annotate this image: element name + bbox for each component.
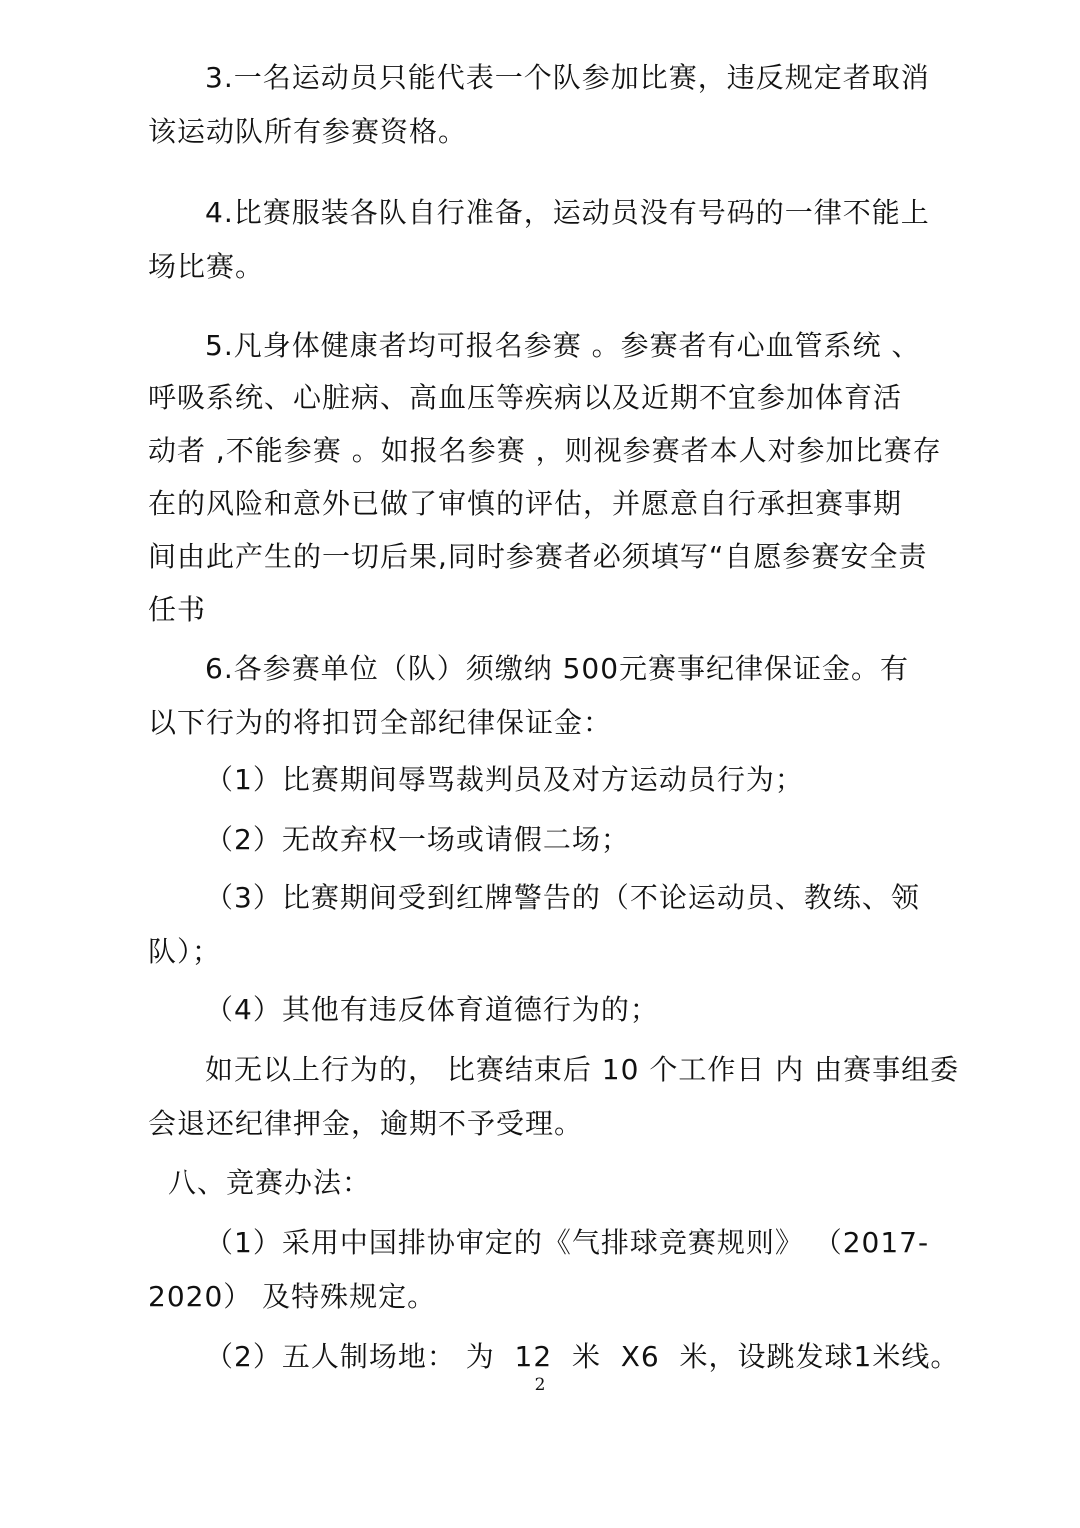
rule-5-line-6: 任书: [148, 593, 207, 626]
rule-3-line-1: 3.一名运动员只能代表一个队参加比赛，违反规定者取消: [205, 61, 930, 94]
rule-5-line-4: 在的风险和意外已做了审慎的评估，并愿意自行承担赛事期: [148, 487, 903, 520]
penalty-item-3-line-2: 队）；: [148, 935, 222, 968]
penalty-item-3-line-1: （3）比赛期间受到红牌警告的（不论运动员、教练、领: [205, 881, 920, 914]
page-number: 2: [534, 1375, 546, 1395]
rule-5-line-1: 5.凡身体健康者均可报名参赛 。参赛者有心血管系统 、: [205, 329, 921, 362]
rule-6-line-1: 6.各参赛单位（队）须缴纳 500元赛事纪律保证金。有: [205, 652, 910, 685]
penalty-item-1: （1）比赛期间辱骂裁判员及对方运动员行为；: [205, 763, 804, 796]
rule-6-line-2: 以下行为的将扣罚全部纪律保证金：: [148, 706, 613, 739]
refund-line-1: 如无以上行为的， 比赛结束后 10 个工作日 内 由赛事组委: [205, 1053, 960, 1086]
method-item-1-line-1: （1）采用中国排协审定的《气排球竞赛规则》 （2017-: [205, 1226, 930, 1259]
refund-line-2: 会退还纪律押金，逾期不予受理。: [148, 1107, 584, 1140]
rule-4-line-1: 4.比赛服装各队自行准备，运动员没有号码的一律不能上: [205, 196, 930, 229]
rule-5-line-5: 间由此产生的一切后果,同时参赛者必须填写“自愿参赛安全责: [148, 540, 928, 573]
section-heading-competition-method: 八、竞赛办法：: [168, 1166, 372, 1199]
penalty-item-2: （2）无故弃权一场或请假二场；: [205, 823, 630, 856]
rule-5-line-2: 呼吸系统、心脏病、高血压等疾病以及近期不宜参加体育活: [148, 381, 903, 414]
rule-5-line-3: 动者 ,不能参赛 。如报名参赛 ，则视参赛者本人对参加比赛存: [148, 434, 942, 467]
penalty-item-4: （4）其他有违反体育道德行为的；: [205, 993, 659, 1026]
method-item-1-line-2: 2020） 及特殊规定。: [148, 1280, 437, 1313]
rule-4-line-2: 场比赛。: [148, 250, 265, 283]
rule-3-line-2: 该运动队所有参赛资格。: [148, 115, 468, 148]
method-item-2: （2）五人制场地： 为 12 米 X6 米，设跳发球1米线。: [205, 1340, 960, 1373]
